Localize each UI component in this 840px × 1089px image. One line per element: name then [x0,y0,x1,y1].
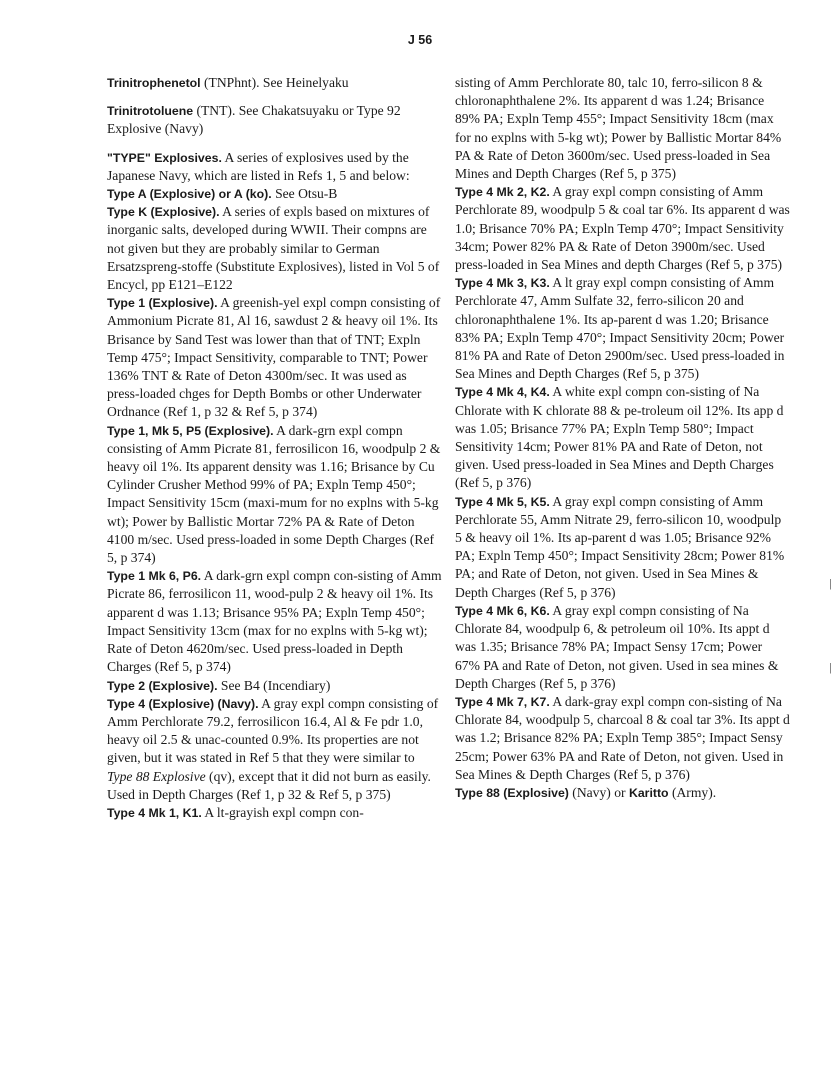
entry-trinitrotoluene [107,102,442,138]
entry-type-4-navy [107,695,442,804]
entry-head: Type 1, Mk 5, P5 (Explosive). [107,423,274,438]
entry-text: A lt gray expl compn consisting of Amm Perchlorate 47, Amm Sulfate 32, ferro-silicon 20 and chloronaphthalene 1%. Its ap-parent d was 1.20; Brisance 83% PA; Expln Temp 470°; Impact Sensitivity 20cm; Power 81% PA and Rate of Deton 2900m/sec. Used press-loaded in Sea Mines and Depth Charges (Ref 5, p 375) [455,275,785,382]
left-column [107,74,442,822]
entry-head: Type 4 Mk 6, K6. [455,603,550,618]
page-number: J 56 [407,33,433,47]
entry-head: Type 4 Mk 1, K1. [107,805,202,820]
entry-head: Trinitrophenetol [107,76,201,90]
entry-text: See Otsu-B [271,186,338,202]
right-column [455,74,790,802]
entry-text: A gray expl compn consisting of Amm Perchlorate 89, woodpulp 5 & coal tar 6%. Its apparent d was 1.0; Brisance 70% PA; Expln Temp 470°; Impact Sensitivity 34cm; Power 82% PA & Rate of Deton 3900m/sec. Used press-loaded in Sea Mines and depth Charges (Ref 5, p 375) [455,184,790,273]
entry-head: Type 4 Mk 5, K5. [455,494,550,509]
entry-text: A white expl compn con-sisting of Na Chlorate with K chlorate 88 & pe-troleum oil 12%. Its app d was 1.05; Brisance 77% PA; Expln Temp 580°; Impact Sensitivity 14cm; Power 81% PA and Rate of Deton, not given. Used press-loaded in Sea Mines and Depth Charges (Ref 5, p 376) [455,384,784,491]
entry-text: See B4 (Incendiary) [217,677,331,693]
entry-type-4-mk5 [455,493,790,602]
entry-type-1 [107,294,442,421]
entry-type-k [107,203,442,294]
entry-trinitrophenetol [107,74,442,92]
entry-type-4-mk2 [455,183,790,274]
entry-text: A gray expl compn consisting of Amm Perchlorate 55, Amm Nitrate 29, ferro-silicon 10, woodpulp 5 & heavy oil 1%. Its ap-parent d was 1.05; Brisance 92% PA; Expln Temp 450°; Impact Sensitivity 28cm; Power 81% PA; and Rate of Deton, not given. Used in Sea Mines & Depth Charges (Ref 5, p 376) [455,493,785,600]
entry-head: Type 88 (Explosive) [455,785,569,800]
entry-text: A series of explosives used by the Japanese Navy, which are listed in Refs 1, 5 and below: [107,149,410,183]
entry-head: Type 1 Mk 6, P6. [107,569,202,584]
entry-head: Type 2 (Explosive). [107,678,218,693]
entry-head: Type 4 Mk 3, K3. [455,276,550,291]
entry-text-tail: (qv), except that it did not burn as easily. Used in Depth Charges (Ref 1, p 32 & Ref 5, p 375) [107,768,431,802]
entry-head: Type 4 (Explosive) (Navy). [107,696,259,711]
entry-text: sisting of Amm Perchlorate 80, talc 10, ferro-silicon 8 & chloronaphthalene 2%. Its apparent d was 1.24; Brisance 89% PA; Expln Temp 455°; Impact Sensitivity 18cm (max for no explns with 5-kg wt); Power by Ballistic Mortar 84% PA & Rate of Deton 3600m/sec. Used press-loaded in Sea Mines and Depth Charges (Ref 5, p 375) [455,75,782,182]
entry-type-4-mk3 [455,274,790,383]
entry-head-secondary: Karitto [628,785,669,800]
entry-italic-reference: Type 88 Explosive [107,768,206,784]
entry-text: A dark-grn expl compn con-sisting of Amm Picrate 86, ferrosilicon 11, wood-pulp 2 & heavy oil 1%. Its apparent d was 1.13; Brisance 95% PA; Expln Temp 450°; Impact Sensitivity 13cm (max for no explns with 5-kg wt); Rate of Deton 4620m/sec. Used press-loaded in Depth Charges (Ref 5, p 374) [107,568,442,675]
entry-type-4-mk7 [455,693,790,784]
entry-text: (TNPhnt). See Heinelyaku [200,75,349,90]
entry-text: A series of expls based on mixtures of inorganic salts, developed during WWII. Their compns are not given but they are probably similar to German Ersatzspreng-stoffe (Substitute Explosives), listed in Vol 5 of Encycl, pp E121–E122 [107,204,440,293]
entry-head: Type 4 Mk 4, K4. [455,385,550,400]
entry-text: A dark-gray expl compn con-sisting of Na Chlorate 84, woodpulp 5, charcoal 8 & coal tar 3%. Its appt d was 1.2; Brisance 82% PA; Expln Temp 385°; Impact Sensy 25cm; Power 63% PA and Rate of Deton, not given. Used in Sea Mines & Depth Charges (Ref 5, p 376) [455,693,790,782]
entry-head: Type 4 Mk 7, K7. [455,694,550,709]
entry-head: Type 1 (Explosive). [107,296,218,311]
margin-mark: | [829,578,832,590]
entry-type-4-mk6 [455,602,790,693]
entry-text: (Navy) or [568,784,629,800]
entry-type-2 [107,677,442,695]
margin-mark: | [829,662,832,674]
entry-type-88 [455,784,790,802]
entry-text-tail: (Army). [668,784,717,800]
entry-text: A dark-grn expl compn consisting of Amm Picrate 81, ferrosilicon 16, woodpulp 2 & heavy oil 1%. Its apparent density was 1.16; Brisance by Cu Cylinder Crusher Method 99% of PA; Expln Temp 450°; Impact Sensitivity 15cm (maxi-mum for no explns with 5-kg wt); Power by Ballistic Mortar 72% PA & Rate of Deton 4100 m/sec. Used press-loaded in some Depth Charges (Ref 5, p 374) [107,422,441,566]
entry-text: A greenish-yel expl compn consisting of Ammonium Picrate 81, Al 16, sawdust 2 & heavy oil 1%. Its Brisance by Sand Test was lower than that of TNT; Expln Temp 475°; Impact Sensitivity, comparable to TNT; Power 136% TNT & Rate of Deton 4300m/sec. It was used as press-loaded chges for Depth Bombs or other Underwater Ordnance (Ref 1, p 32 & Ref 5, p 374) [107,295,441,420]
entry-head: "TYPE" Explosives. [107,150,222,165]
entry-head: Type K (Explosive). [107,205,220,220]
entry-head: Type A (Explosive) or A (ko). [107,187,272,202]
entry-type-4-mk4 [455,383,790,492]
entry-text: A gray expl compn consisting of Amm Perchlorate 79.2, ferrosilicon 16.4, Al & Fe pdr 1.0, heavy oil 2.5 & unac-counted 0.9%. Its properties are not given, but it was stated in Ref 5 that they were similar to [107,695,439,766]
entry-head: Trinitrotoluene [107,104,194,119]
entry-text: A gray expl compn consisting of Na Chlorate 84, woodpulp 6, & petroleum oil 10%. Its appt d was 1.35; Brisance 78% PA; Impact Sensy 17cm; Power 67% PA and Rate of Deton, not given. Used in sea mines & Depth Charges (Ref 5, p 376) [455,602,779,691]
entry-type-a [107,185,442,203]
entry-head: Type 4 Mk 2, K2. [455,185,550,200]
entry-text: (TNT). See Chakatsuyaku or Type 92 Explosive (Navy) [107,103,401,137]
entry-type-4-mk1-continued [455,74,790,183]
entry-text: A lt-grayish expl compn con- [201,804,364,820]
entry-type-1-mk6 [107,567,442,676]
entry-type-4-mk1 [107,804,442,822]
entry-type-explosives [107,149,442,185]
entry-type-1-mk5 [107,422,442,568]
